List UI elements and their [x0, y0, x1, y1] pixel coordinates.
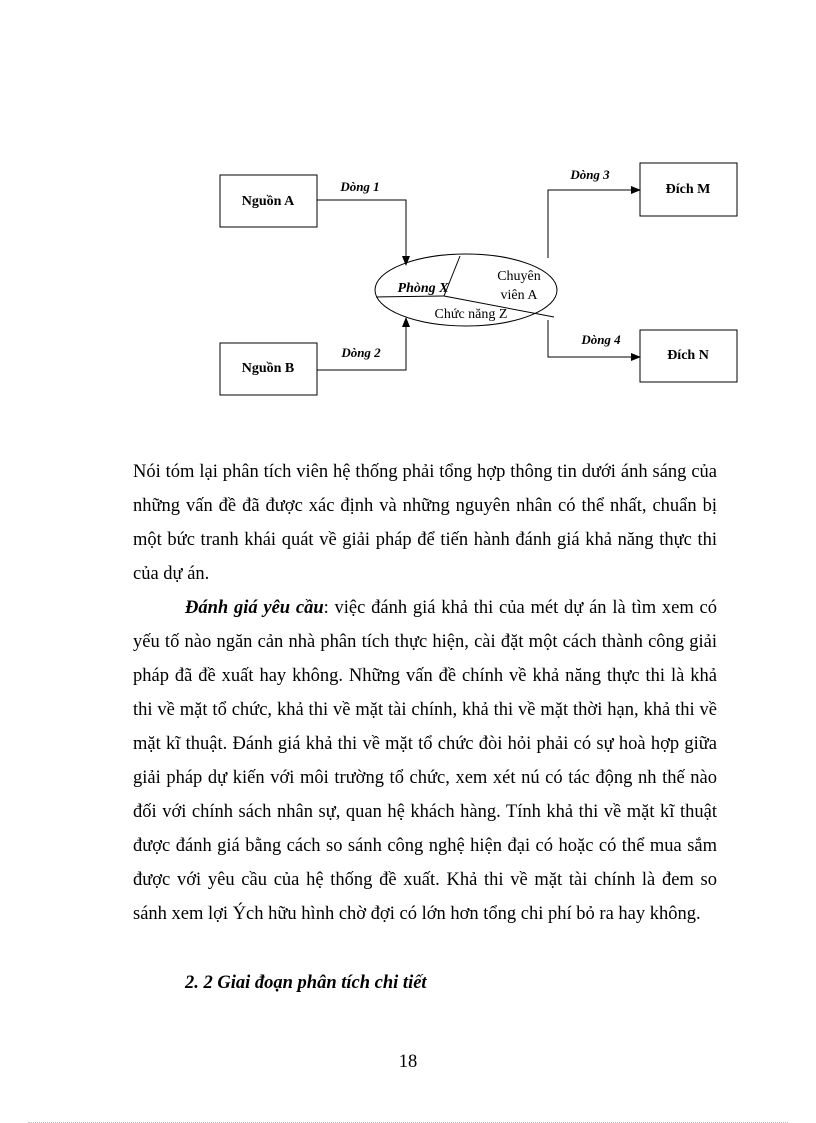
requirements-text: : việc đánh giá khả thi của mét dự án là tìm xem có yếu tố nào ngăn cản nhà phân tích thực hiện, cài đặt một cách thành công giải pháp đã đề xuất hay không. Những vấn đề chính về khả năng thực thi là khả thi về mặt tổ chức, khả thi về mặt tài chính, khả thi về mặt thời hạn, khả thi về mặt kĩ thuật. Đánh giá khả thi về mặt tổ chức đòi hỏi phải có sự hoà hợp giữa giải pháp dự kiến với môi trường tổ chức, xem xét nú có tác động nh thế nào đối với chính sách nhân sự, quan hệ khách hàng. Tính khả thi về mặt kĩ thuật được đánh giá bằng cách so sánh công nghệ hiện đại có hoặc có thể mua sắm được với yêu cầu của hệ thống đề xuất. Khả thi về mặt tài chính là đem so sánh xem lợi Ých hữu hình chờ đợi có lớn hơn tổng chi phí bỏ ra hay không. [133, 598, 717, 924]
flow-3-label: Dòng 3 [570, 167, 610, 182]
flow-4-label: Dòng 4 [581, 332, 621, 347]
flow-2-arrow [317, 318, 406, 370]
flow-1-label: Dòng 1 [340, 179, 380, 194]
dest-n-label: Đích N [667, 348, 709, 363]
section-heading: 2. 2 Giai đoạn phân tích chi tiết [185, 973, 427, 993]
flow-2-label: Dòng 2 [341, 345, 381, 360]
ellipse-divider-left [376, 296, 444, 297]
page-number: 18 [398, 1052, 418, 1072]
flow-3-arrow [548, 190, 640, 258]
specialist-label-line1: Chuyên [497, 269, 541, 284]
function-label: Chức năng Z [434, 307, 508, 322]
requirements-label: Đánh giá yêu cầu [185, 598, 324, 618]
source-b-label: Nguồn B [241, 361, 295, 376]
paragraph-summary-text: Nói tóm lại phân tích viên hệ thống phải tổng hợp thông tin dưới ánh sáng của những vấn đề đã được xác định và những nguyên nhân có thể nhất, chuẩn bị một bức tranh khái quát về giải pháp để tiến hành đánh giá khả năng thực thi của dự án. [133, 462, 717, 584]
data-flow-diagram [0, 0, 816, 440]
source-a-label: Nguồn A [241, 194, 295, 209]
flow-1-arrow [317, 200, 406, 265]
specialist-label-line2: viên A [500, 288, 538, 303]
dest-m-label: Đích M [665, 182, 711, 197]
paragraph-requirements [133, 591, 717, 931]
department-label: Phòng X [397, 281, 449, 296]
paragraph-summary [133, 455, 717, 591]
